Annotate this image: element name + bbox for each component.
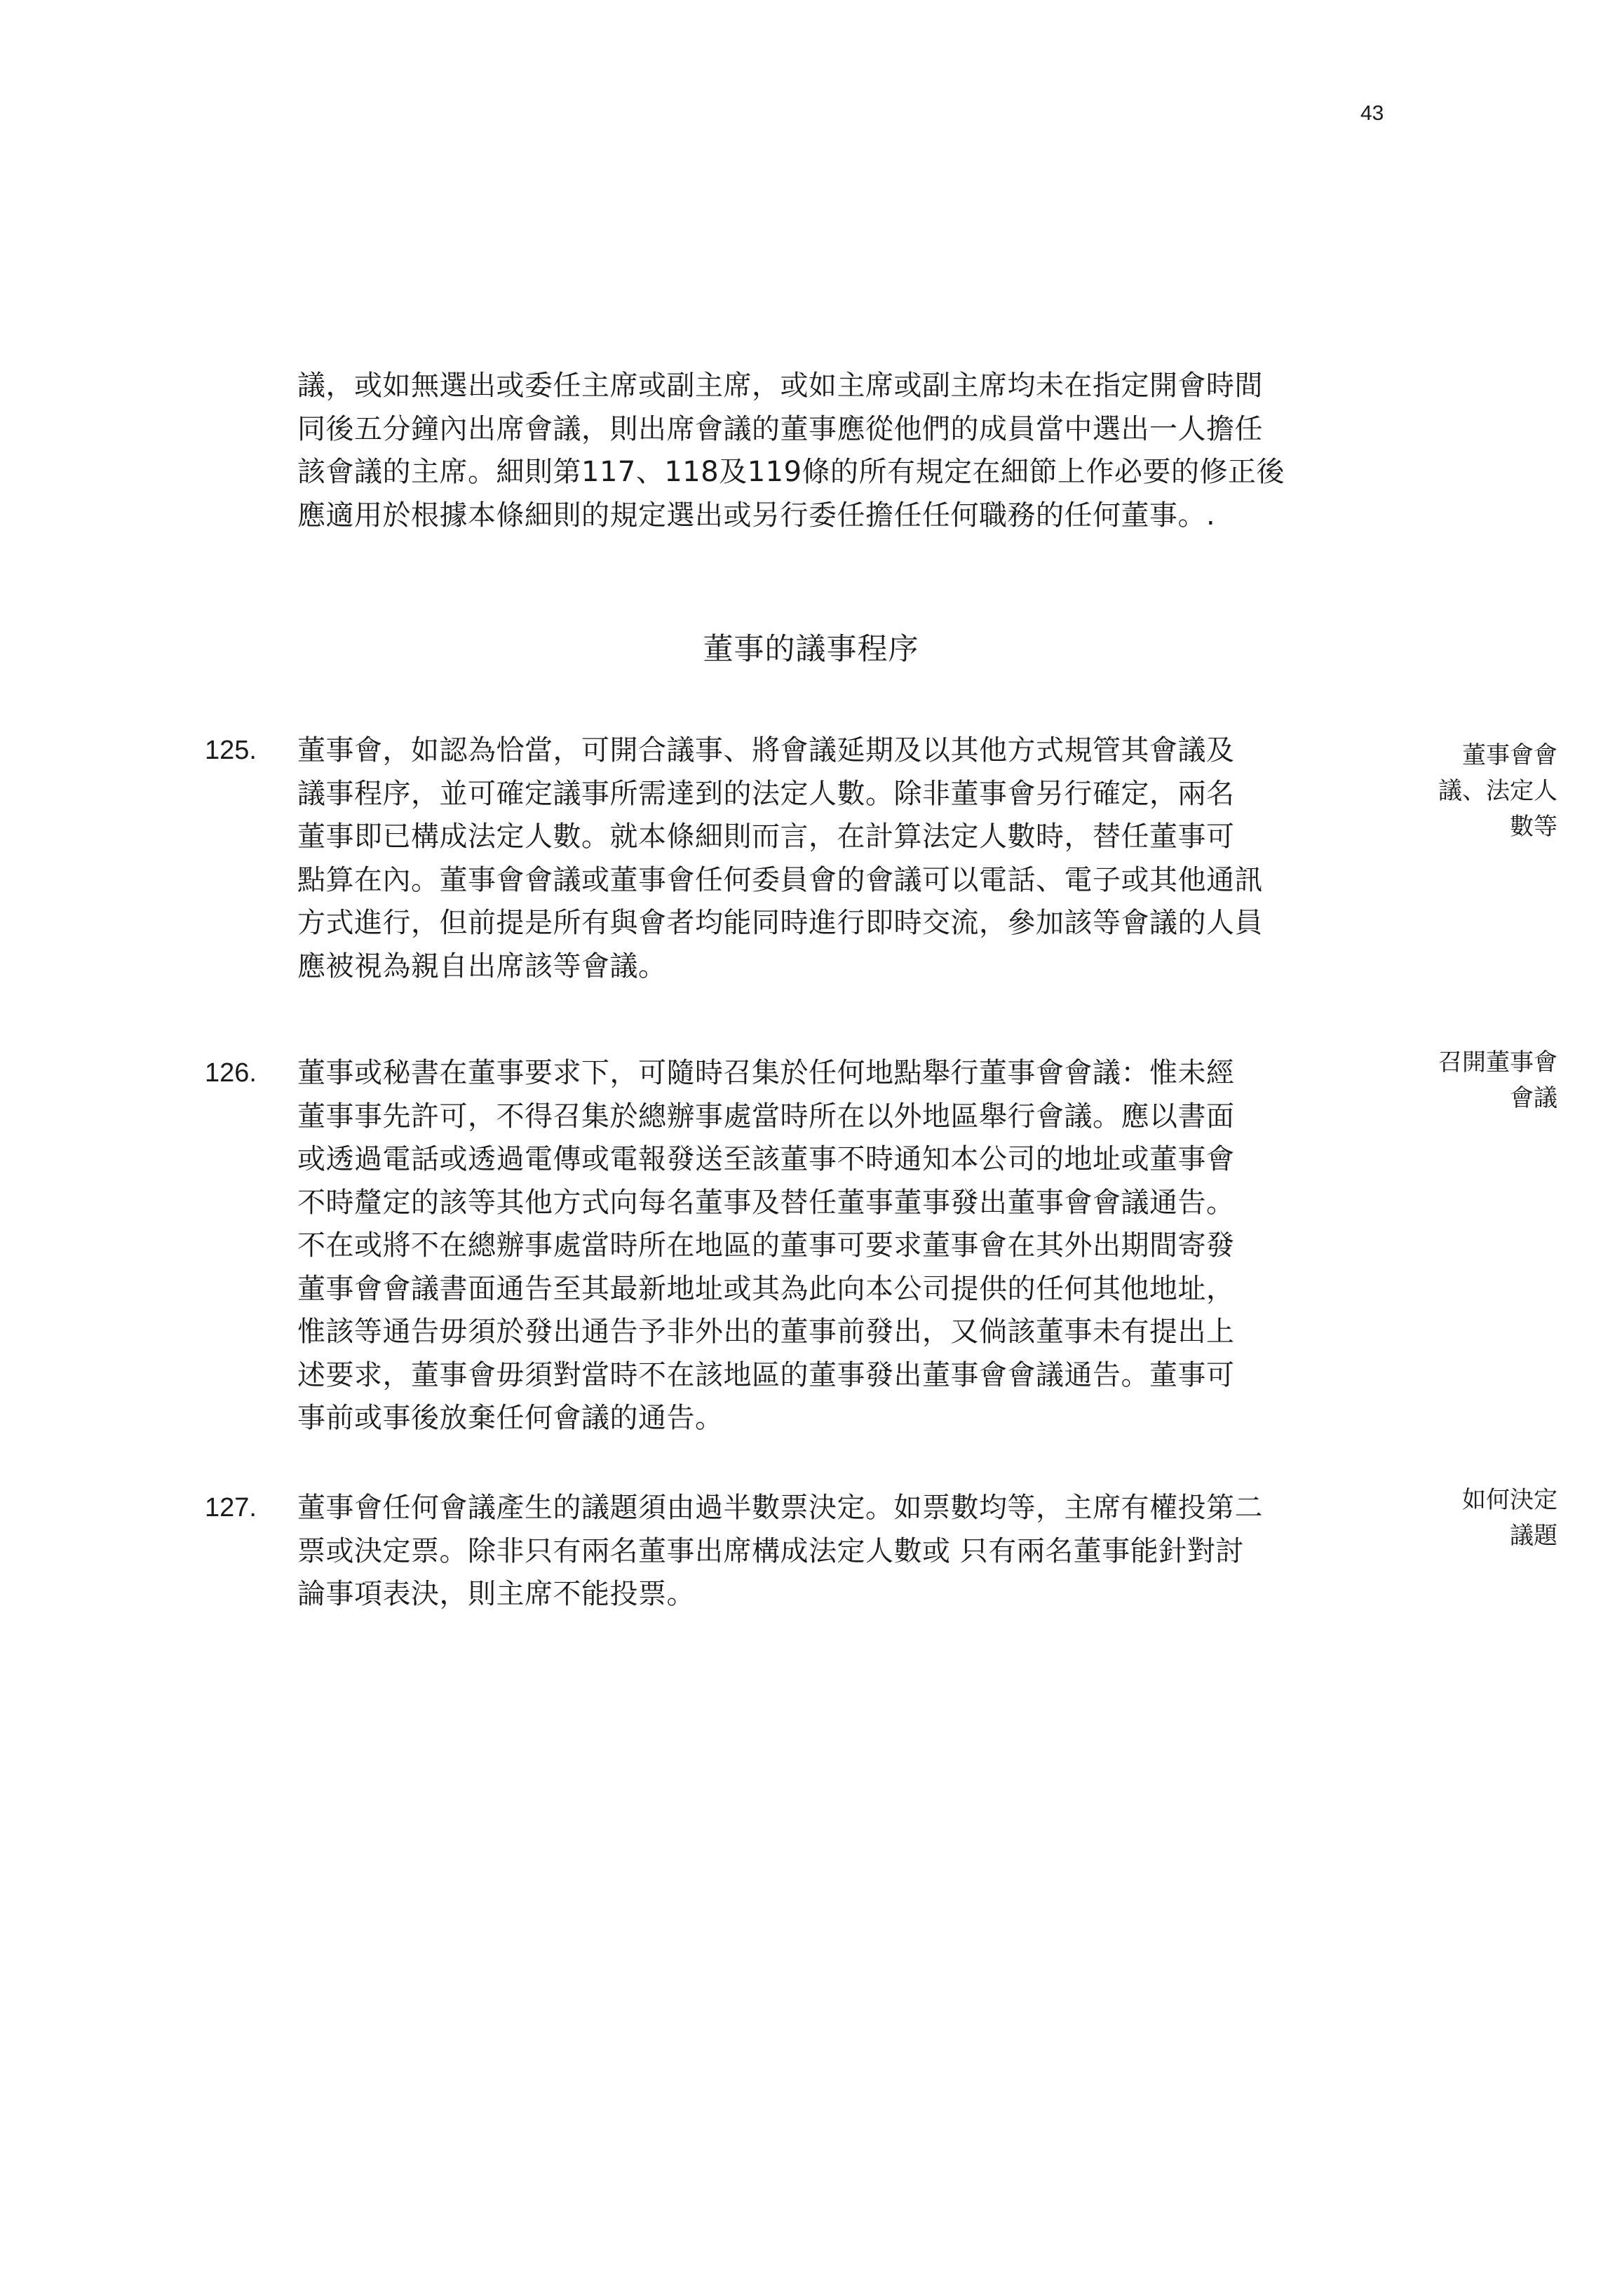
text-line: 議，或如無選出或委任主席或副主席，或如主席或副主席均未在指定開會時間	[297, 370, 1263, 402]
text-line: 同後五分鐘內出席會議，則出席會議的董事應從他們的成員當中選出一人擔任	[297, 412, 1263, 445]
clause-125-margin-note	[1438, 738, 1557, 845]
text-line: 事前或事後放棄任何會議的通告。	[297, 1402, 724, 1434]
text-line: 應被視為親自出席該等會議。	[297, 950, 667, 982]
text-line: 方式進行，但前提是所有與會者均能同時進行即時交流，參加該等會議的人員	[297, 907, 1263, 939]
text-line: 不在或將不在總辦事處當時所在地區的董事可要求董事會在其外出期間寄發	[297, 1229, 1235, 1262]
section-heading: 董事的議事程序	[703, 632, 919, 667]
margin-note-line: 議題	[1510, 1522, 1557, 1550]
clause-127-body	[297, 1487, 1263, 1616]
text-line: 董事或秘書在董事要求下，可隨時召集於任何地點舉行董事會會議：惟未經	[297, 1057, 1235, 1089]
clause-125-body	[297, 729, 1263, 988]
clause-125-number: 125.	[205, 736, 257, 765]
clause-126-number: 126.	[205, 1058, 257, 1088]
text-line: 點算在內。董事會會議或董事會任何委員會的會議可以電話、電子或其他通訊	[297, 863, 1263, 896]
text-line: 董事會任何會議產生的議題須由過半數票決定。如票數均等，主席有權投第二	[297, 1492, 1263, 1524]
margin-note-line: 如何決定	[1462, 1486, 1557, 1514]
text-line: 董事會，如認為恰當，可開合議事、將會議延期及以其他方式規管其會議及	[297, 734, 1235, 767]
text-line: 述要求，董事會毋須對當時不在該地區的董事發出董事會會議通告。董事可	[297, 1358, 1235, 1391]
clause-126-body	[297, 1052, 1235, 1440]
margin-note-line: 會議	[1510, 1084, 1557, 1112]
clause-127-number: 127.	[205, 1493, 257, 1522]
text-line: 董事即已構成法定人數。就本條細則而言，在計算法定人數時，替任董事可	[297, 821, 1235, 853]
clause-126-margin-note	[1438, 1045, 1557, 1116]
margin-note-line: 董事會會	[1462, 741, 1557, 769]
text-line: 董事會會議書面通告至其最新地址或其為此向本公司提供的任何其他地址，	[297, 1272, 1235, 1305]
text-line: 應適用於根據本條細則的規定選出或另行委任擔任任何職務的任何董事。.	[297, 499, 1216, 532]
text-line: 不時釐定的該等其他方式向每名董事及替任董事董事發出董事會會議通告。	[297, 1186, 1235, 1219]
text-line: 議事程序，並可確定議事所需達到的法定人數。除非董事會另行確定，兩名	[297, 777, 1235, 810]
clause-127-margin-note	[1462, 1483, 1557, 1554]
margin-note-line: 議、法定人	[1438, 777, 1557, 805]
page-number: 43	[1360, 102, 1384, 125]
text-line: 董事事先許可，不得召集於總辦事處當時所在以外地區舉行會議。應以書面	[297, 1100, 1235, 1133]
margin-note-line: 召開董事會	[1438, 1048, 1557, 1076]
text-line: 票或決定票。除非只有兩名董事出席構成法定人數或 只有兩名董事能針對討	[297, 1534, 1244, 1567]
text-line: 該會議的主席。細則第117、118及119條的所有規定在細節上作必要的修正後	[297, 456, 1285, 488]
text-line: 惟該等通告毋須於發出通告予非外出的董事前發出，又倘該董事未有提出上	[297, 1316, 1235, 1348]
text-line: 論事項表決，則主席不能投票。	[297, 1578, 695, 1610]
intro-paragraph	[297, 365, 1285, 537]
text-line: 或透過電話或透過電傳或電報發送至該董事不時通知本公司的地址或董事會	[297, 1143, 1235, 1175]
margin-note-line: 數等	[1510, 813, 1557, 841]
